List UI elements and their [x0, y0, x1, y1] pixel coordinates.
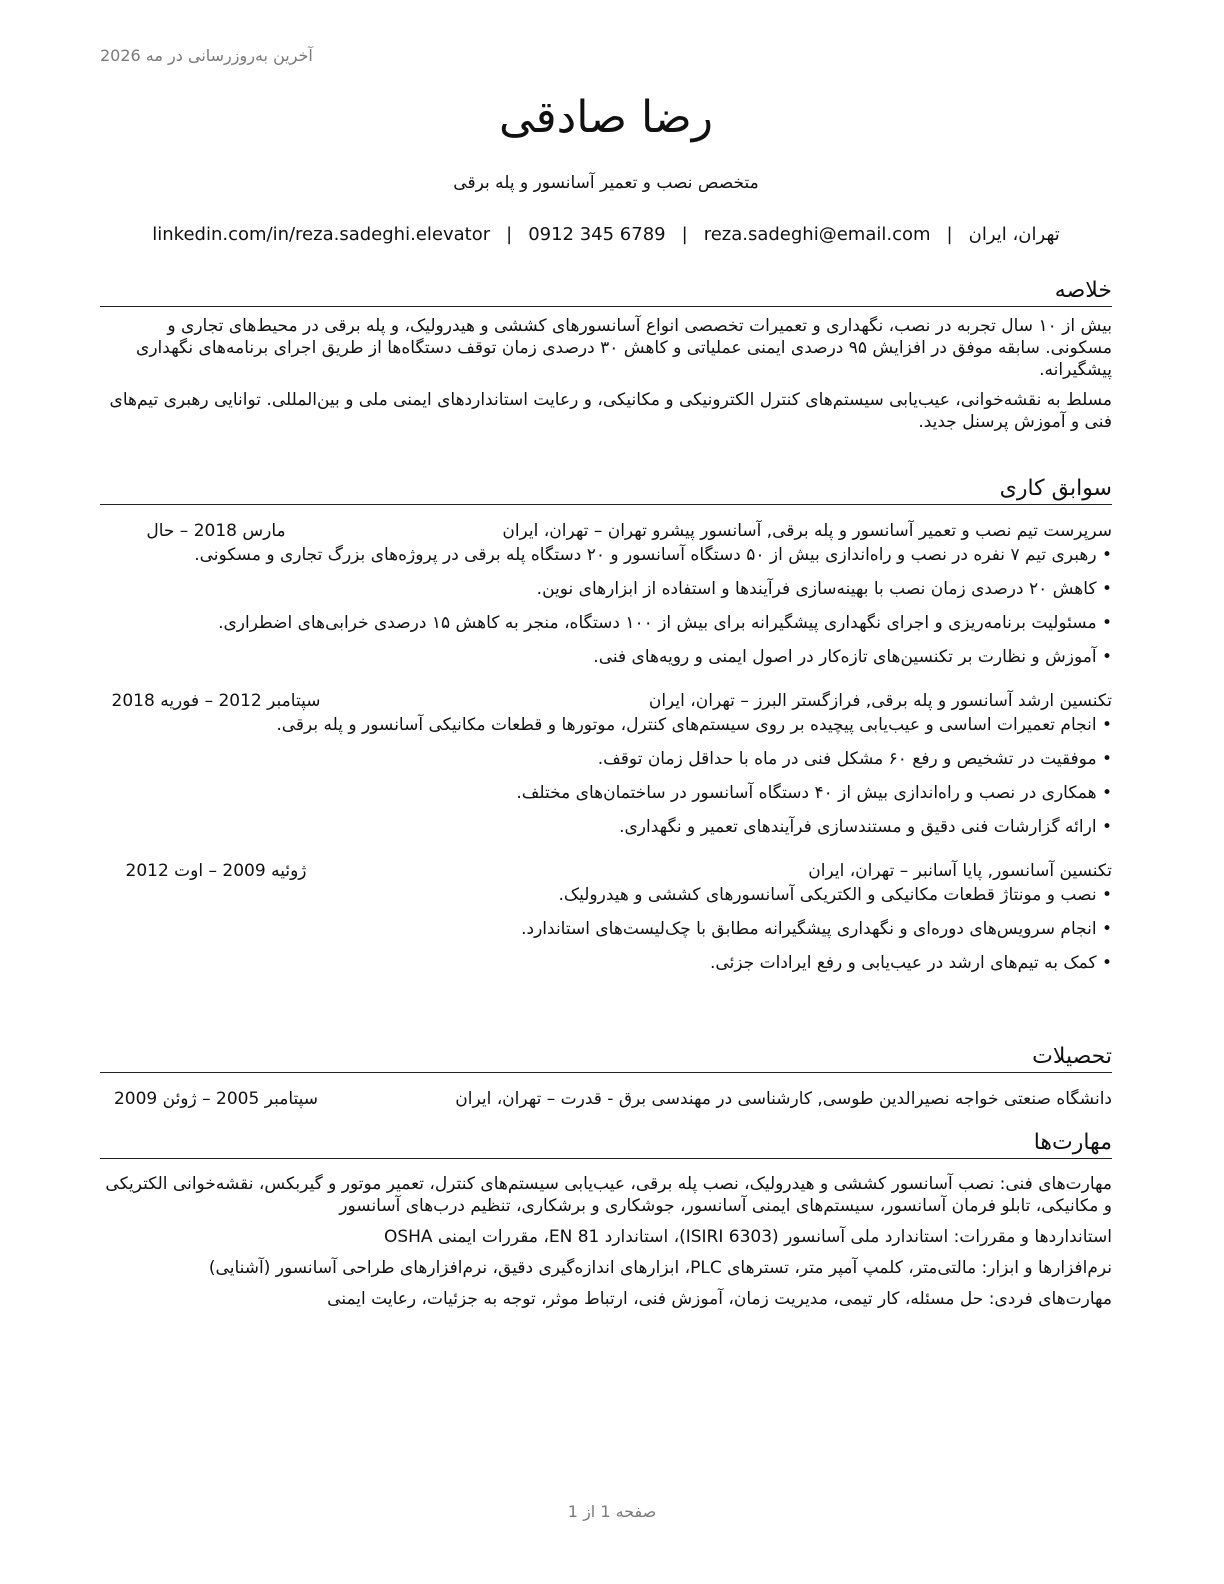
experience-section — [100, 474, 1112, 985]
job-dates: سپتامبر 2012 – فوریه 2018 — [111, 691, 321, 711]
skills-heading: مهارت‌ها — [100, 1128, 1112, 1159]
candidate-title: متخصص نصب و تعمیر آسانسور و پله برقی — [453, 173, 759, 193]
job-header — [100, 689, 1112, 713]
page-number: صفحه 1 از 1 — [567, 1502, 657, 1521]
job-bullet: • کمک به تیم‌های ارشد در عیب‌یابی و رفع ایرادات جزئی. — [100, 951, 1112, 975]
job-bullets — [100, 883, 1112, 975]
contact-separator: | — [946, 224, 953, 245]
job-bullet: • کاهش ۲۰ درصدی زمان نصب با بهینه‌سازی فرآیندها و استفاده از ابزارهای نوین. — [100, 577, 1112, 601]
contact-line — [100, 222, 1112, 248]
job-bullet: • موفقیت در تشخیص و رفع ۶۰ مشکل فنی در ماه با حداقل زمان توقف. — [100, 747, 1112, 771]
contact-location: تهران، ایران — [968, 224, 1060, 245]
job-bullet: • نصب و مونتاژ قطعات مکانیکی و الکتریکی آسانسورهای کششی و هیدرولیک. — [100, 883, 1112, 907]
job-role: سرپرست تیم نصب و تعمیر آسانسور و پله برقی, آسانسور پیشرو تهران – تهران، ایران — [502, 521, 1112, 541]
job-bullet: • همکاری در نصب و راه‌اندازی بیش از ۴۰ دستگاه آسانسور در ساختمان‌های مختلف. — [100, 781, 1112, 805]
job-header — [100, 519, 1112, 543]
job-entry — [100, 689, 1112, 839]
summary-paragraph: بیش از ۱۰ سال تجربه در نصب، نگهداری و تعمیرات تخصصی انواع آسانسورهای کششی و هیدرولیک، و پله برقی در محیط‌های تجاری و مسکونی. سابقه موفق در افزایش ۹۵ درصدی ایمنی عملیاتی و کاهش ۳۰ درصدی زمان توقف دستگاه‌ها از طریق اجرای برنامه‌های نگهداری پیشگیرانه. — [136, 316, 1112, 380]
job-entry — [100, 519, 1112, 669]
last-updated-note: آخرین به‌روزرسانی در مه 2026 — [100, 46, 313, 65]
skills-line: مهارت‌های فنی: نصب آسانسور کششی و هیدرولیک، نصب پله برقی، عیب‌یابی سیستم‌های کنترل، تعمیر موتور و گیربکس، نقشه‌خوانی الکتریکی و مکانیکی، تابلو فرمان آسانسور، سیستم‌های ایمنی آسانسور، جوشکاری و برشکاری، تنظیم درب‌های آسانسور — [105, 1174, 1112, 1216]
job-bullets — [100, 713, 1112, 839]
job-bullet: • رهبری تیم ۷ نفره در نصب و راه‌اندازی بیش از ۵۰ دستگاه آسانسور و ۲۰ دستگاه پله برقی در پروژه‌های بزرگ تجاری و مسکونی. — [100, 543, 1112, 567]
contact-phone[interactable]: 0912 345 6789 — [528, 224, 666, 245]
experience-heading: سوابق کاری — [100, 474, 1112, 505]
job-bullet: • مسئولیت برنامه‌ریزی و اجرای نگهداری پیشگیرانه برای بیش از ۱۰۰ دستگاه، منجر به کاهش ۱۵ درصدی خرابی‌های اضطراری. — [100, 611, 1112, 635]
job-role: تکنسین ارشد آسانسور و پله برقی, فرازگستر البرز – تهران، ایران — [648, 691, 1112, 711]
summary-heading: خلاصه — [100, 276, 1112, 307]
skills-line: استانداردها و مقررات: استاندارد ملی آسانسور (ISIRI 6303)، استاندارد EN 81، مقررات ایمنی OSHA — [383, 1227, 1112, 1247]
education-degree: دانشگاه صنعتی خواجه نصیرالدین طوسی, کارشناسی در مهندسی برق - قدرت – تهران، ایران — [455, 1089, 1112, 1109]
contact-linkedin[interactable]: linkedin.com/in/reza.sadeghi.elevator — [152, 224, 491, 245]
summary-paragraph: مسلط به نقشه‌خوانی، عیب‌یابی سیستم‌های کنترل الکترونیکی و مکانیکی، و رعایت استانداردهای ایمنی ملی و بین‌المللی. توانایی رهبری تیم‌های فنی و آموزش پرسنل جدید. — [109, 390, 1112, 432]
education-entry — [100, 1087, 1112, 1111]
job-bullet: • انجام سرویس‌های دوره‌ای و نگهداری پیشگیرانه مطابق با چک‌لیست‌های استاندارد. — [100, 917, 1112, 941]
job-dates: ژوئیه 2009 – اوت 2012 — [125, 861, 307, 881]
summary-section — [100, 276, 1112, 433]
job-header — [100, 859, 1112, 883]
job-entry — [100, 859, 1112, 975]
job-bullet: • انجام تعمیرات اساسی و عیب‌یابی پیچیده بر روی سیستم‌های کنترل، موتورها و قطعات مکانیکی آسانسور و پله برقی. — [100, 713, 1112, 737]
education-heading: تحصیلات — [100, 1042, 1112, 1073]
contact-email[interactable]: reza.sadeghi@email.com — [703, 224, 931, 245]
skills-line: مهارت‌های فردی: حل مسئله، کار تیمی، مدیریت زمان، آموزش فنی، ارتباط موثر، توجه به جزئیات، رعایت ایمنی — [327, 1289, 1112, 1309]
candidate-name: رضا صادقی — [498, 92, 714, 143]
job-bullets — [100, 543, 1112, 669]
skills-line: نرم‌افزارها و ابزار: مالتی‌متر، کلمپ آمپر متر، تسترهای PLC، ابزارهای اندازه‌گیری دقیق، نرم‌افزارهای طراحی آسانسور (آشنایی) — [208, 1258, 1112, 1278]
job-bullet: • آموزش و نظارت بر تکنسین‌های تازه‌کار در اصول ایمنی و رویه‌های فنی. — [100, 645, 1112, 669]
job-bullet: • ارائه گزارشات فنی دقیق و مستندسازی فرآیندهای تعمیر و نگهداری. — [100, 815, 1112, 839]
job-dates: مارس 2018 – حال — [146, 521, 286, 541]
education-section — [100, 1042, 1112, 1111]
contact-separator: | — [681, 224, 688, 245]
contact-separator: | — [506, 224, 513, 245]
skills-section — [100, 1128, 1112, 1319]
job-role: تکنسین آسانسور, پایا آسانبر – تهران، ایران — [808, 861, 1112, 881]
education-dates: سپتامبر 2005 – ژوئن 2009 — [113, 1089, 319, 1109]
